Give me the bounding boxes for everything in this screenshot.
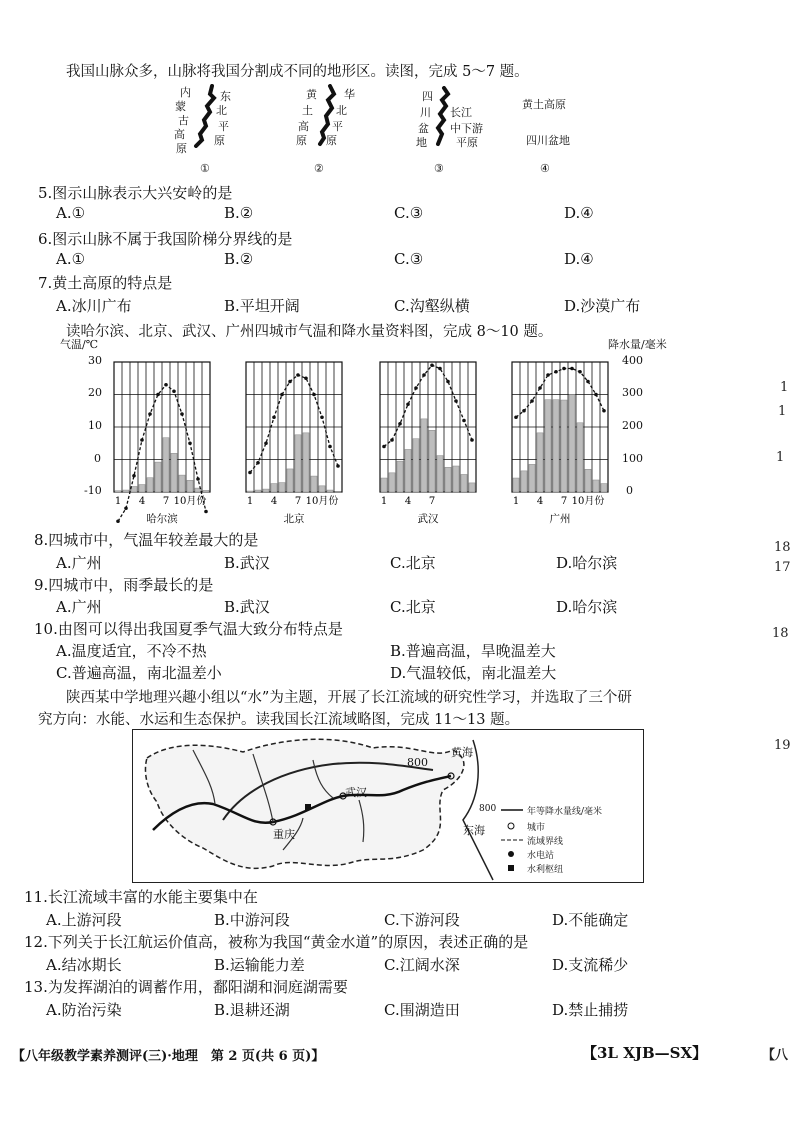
precip-bar	[139, 485, 145, 492]
precip-bar	[115, 491, 121, 492]
precip-bar	[187, 480, 193, 492]
temperature-point	[578, 370, 582, 374]
precip-bar	[203, 490, 209, 492]
q7-option-d[interactable]: D.沙漠广布	[564, 297, 641, 315]
precip-bar	[123, 490, 129, 492]
x-tick-label: 1	[114, 496, 122, 507]
q7-option-c[interactable]: C.沟壑纵横	[394, 297, 470, 315]
precip-bar	[247, 491, 253, 492]
edge-mark: 1	[776, 450, 785, 465]
q9-option-b[interactable]: B.武汉	[224, 598, 270, 616]
intro-5-7: 我国山脉众多，山脉将我国分割成不同的地形区。读图，完成 5～7 题。	[66, 64, 529, 80]
label-tu: 土	[302, 104, 313, 117]
label-meng: 蒙	[175, 100, 186, 113]
temperature-point	[602, 409, 606, 413]
label-dong: 东	[220, 90, 231, 103]
q12-option-b[interactable]: B.运输能力差	[214, 956, 305, 974]
q7-option-a[interactable]: A.冰川广布	[56, 297, 132, 315]
temperature-point	[132, 474, 136, 478]
temperature-point	[514, 415, 518, 419]
q11-option-d[interactable]: D.不能确定	[552, 911, 629, 929]
mountain-4	[520, 82, 610, 178]
q10-option-b[interactable]: B.普遍高温，旱晚温差大	[390, 642, 556, 660]
precip-bar	[319, 486, 325, 492]
precip-bar	[335, 491, 341, 492]
q10-option-c[interactable]: C.普遍高温，南北温差小	[56, 664, 222, 682]
yangtze-basin-map	[132, 729, 644, 883]
label-huangtu: 黄土高原	[522, 98, 566, 111]
precip-bar	[545, 400, 551, 492]
map-label-yellow-sea: 黄海	[451, 746, 473, 759]
precip-bar	[421, 419, 427, 492]
climate-charts-svg	[60, 336, 680, 524]
label-zhongxiayou: 中下游	[450, 122, 483, 135]
edge-mark: 【八	[762, 1048, 789, 1063]
q9-stem: 9.四城市中，雨季最长的是	[34, 576, 214, 594]
precip-bar	[397, 461, 403, 492]
q7-stem: 7.黄土高原的特点是	[38, 274, 173, 292]
temperature-point	[438, 367, 442, 371]
temperature-point	[586, 380, 590, 384]
precip-bar	[163, 438, 169, 492]
temperature-point	[296, 373, 300, 377]
q7-option-b[interactable]: B.平坦开阔	[224, 297, 300, 315]
x-tick-label: 7	[428, 496, 436, 507]
precip-axis-title: 降水量/毫米	[608, 338, 667, 351]
mountain-range-2-icon	[314, 84, 340, 148]
edge-mark: 18	[774, 540, 791, 555]
intro-8-10: 读哈尔滨、北京、武汉、广州四城市气温和降水量资料图，完成 8～10 题。	[66, 324, 553, 340]
q8-option-c[interactable]: C.北京	[390, 554, 436, 572]
precip-bar	[437, 456, 443, 492]
x-tick-label: 7	[294, 496, 302, 507]
precip-bar	[381, 478, 387, 492]
intro-11-13-line2: 究方向：水能、水运和生态保护。读我国长江流域略图，完成 11～13 题。	[38, 712, 520, 728]
precip-bar	[585, 469, 591, 492]
temp-tick: 10	[88, 419, 102, 432]
precip-bar	[155, 462, 161, 492]
precip-bar	[255, 490, 261, 492]
mountain-2	[282, 82, 362, 178]
precip-bar	[413, 439, 419, 492]
label-pingyuan: 平原	[456, 136, 478, 149]
chart-title: 广州	[549, 513, 571, 524]
precip-bar	[521, 471, 527, 492]
legend-800-value: 800	[479, 804, 497, 814]
mountain-range-1-icon	[192, 84, 218, 148]
x-tick-label: 7	[560, 496, 568, 507]
precip-bar	[131, 486, 137, 492]
q10-stem: 10.由图可以得出我国夏季气温大致分布特点是	[34, 620, 343, 638]
q13-stem: 13.为发挥湖泊的调蓄作用，鄱阳湖和洞庭湖需要	[24, 978, 348, 996]
temperature-point	[446, 380, 450, 384]
label-bei: 北	[216, 104, 227, 117]
q13-option-b[interactable]: B.退耕还湖	[214, 1001, 290, 1019]
precip-bar	[311, 476, 317, 492]
temperature-point	[430, 363, 434, 367]
temperature-point	[116, 519, 120, 523]
precip-bar	[303, 433, 309, 492]
label-bei2: 北	[336, 104, 347, 117]
precip-bar	[529, 464, 535, 492]
footer-right: 【3L XJB—SX】	[582, 1044, 708, 1062]
precip-bar	[561, 400, 567, 492]
label-ping: 平	[218, 120, 229, 133]
precip-bar	[263, 489, 269, 492]
temperature-point	[462, 419, 466, 423]
q10-option-d[interactable]: D.气温较低，南北温差大	[390, 664, 557, 682]
temperature-point	[454, 399, 458, 403]
precip-bar	[295, 435, 301, 492]
label-yuan4: 原	[326, 134, 337, 147]
precip-bar	[287, 469, 293, 492]
x-tick-label: 1	[246, 496, 254, 507]
precip-bar	[429, 430, 435, 492]
x-tick-label: 4	[536, 496, 544, 507]
chart-title: 哈尔滨	[146, 513, 178, 524]
intro-11-13-line1: 陕西某中学地理兴趣小组以“水”为主题，开展了长江流域的研究性学习，并选取了三个研	[66, 690, 632, 706]
temp-tick: 20	[88, 386, 102, 399]
map-label-chongqing: 重庆	[273, 828, 295, 841]
precip-tick: 400	[622, 354, 643, 367]
temperature-point	[398, 422, 402, 426]
q6-option-d[interactable]: D.④	[564, 250, 594, 268]
label-yuan3: 原	[296, 134, 307, 147]
temperature-point	[196, 477, 200, 481]
q9-option-d[interactable]: D.哈尔滨	[556, 598, 618, 616]
precip-bar	[279, 483, 285, 492]
temperature-point	[164, 383, 168, 387]
climate-charts	[60, 336, 680, 524]
temperature-point	[256, 461, 260, 465]
legend-basin-boundary: 流域界线	[527, 837, 564, 847]
temperature-point	[562, 367, 566, 371]
precip-tick: 0	[626, 484, 633, 497]
temperature-point	[522, 409, 526, 413]
temperature-point	[320, 415, 324, 419]
x-tick-label: 4	[404, 496, 412, 507]
temp-tick: 0	[94, 452, 101, 465]
temperature-point	[264, 441, 268, 445]
temperature-point	[140, 438, 144, 442]
q11-stem: 11.长江流域丰富的水能主要集中在	[24, 888, 258, 906]
q5-option-d[interactable]: D.④	[564, 204, 594, 222]
q11-option-c[interactable]: C.下游河段	[384, 911, 460, 929]
q6-option-c[interactable]: C.③	[394, 250, 424, 268]
legend-city: 城市	[527, 823, 546, 833]
precip-bar	[593, 480, 599, 492]
precip-bar	[327, 490, 333, 492]
q6-option-a[interactable]: A.①	[56, 250, 86, 268]
temperature-point	[570, 367, 574, 371]
edge-mark: 1	[780, 380, 789, 395]
temp-axis-title: 气温/℃	[60, 338, 99, 351]
num-3: ③	[434, 162, 444, 175]
q12-option-c[interactable]: C.江阔水深	[384, 956, 460, 974]
label-hua: 华	[344, 88, 355, 101]
precip-bar	[179, 475, 185, 492]
x-tick-label: 1	[380, 496, 388, 507]
mountain-range-3-icon	[432, 86, 454, 148]
legend-isoline: 年等降水量线/毫米	[527, 807, 603, 817]
label-gao: 高	[174, 128, 185, 141]
precip-bar	[271, 484, 277, 492]
label-ping2: 平	[332, 120, 343, 133]
label-sichuan: 四川盆地	[526, 134, 570, 147]
x-tick-label: 4	[270, 496, 278, 507]
precip-bar	[577, 423, 583, 492]
x-axis-label: 10月份	[571, 496, 605, 507]
x-tick-label: 4	[138, 496, 146, 507]
temperature-point	[124, 506, 128, 510]
map-label-wuhan: 武汉	[345, 786, 367, 799]
label-yuan: 原	[176, 142, 187, 155]
precip-bar	[469, 483, 475, 492]
q12-option-a[interactable]: A.结冰期长	[46, 956, 122, 974]
chart-title: 武汉	[417, 513, 439, 524]
q8-option-b[interactable]: B.武汉	[224, 554, 270, 572]
edge-mark: 1	[778, 404, 787, 419]
precip-bar	[537, 433, 543, 492]
temperature-point	[470, 438, 474, 442]
temperature-point	[204, 510, 208, 514]
q11-option-b[interactable]: B.中游河段	[214, 911, 290, 929]
mountain-diagrams	[150, 82, 610, 178]
temperature-point	[312, 393, 316, 397]
temperature-point	[172, 389, 176, 393]
temperature-point	[180, 412, 184, 416]
legend-water-project: 水利枢纽	[527, 865, 564, 875]
map-label-800: 800	[407, 756, 428, 769]
edge-mark: 19	[774, 738, 791, 753]
label-gao2: 高	[298, 120, 309, 133]
label-pen: 盆	[418, 122, 429, 135]
temperature-point	[530, 399, 534, 403]
temperature-point	[594, 393, 598, 397]
precip-bar	[601, 484, 607, 492]
temperature-point	[328, 445, 332, 449]
label-yuan2: 原	[214, 134, 225, 147]
temperature-point	[280, 393, 284, 397]
temperature-point	[390, 438, 394, 442]
label-si: 四	[422, 90, 433, 103]
precip-bar	[445, 467, 451, 492]
num-2: ②	[314, 162, 324, 175]
num-1: ①	[200, 162, 210, 175]
q5-option-c[interactable]: C.③	[394, 204, 424, 222]
label-gu: 古	[178, 114, 189, 127]
q9-option-a[interactable]: A.广州	[56, 598, 102, 616]
edge-mark: 18	[772, 626, 789, 641]
q5-option-b[interactable]: B.②	[224, 204, 254, 222]
temperature-point	[422, 373, 426, 377]
x-tick-label: 7	[162, 496, 170, 507]
label-chuan: 川	[420, 106, 431, 119]
legend-hydropower: 水电站	[527, 851, 555, 861]
q8-stem: 8.四城市中，气温年较差最大的是	[34, 531, 259, 549]
temperature-point	[156, 393, 160, 397]
label-huang: 黄	[306, 88, 317, 101]
q8-option-a[interactable]: A.广州	[56, 554, 102, 572]
precip-bar	[147, 478, 153, 492]
x-axis-label: 10月份	[305, 496, 339, 507]
edge-mark: 17	[774, 560, 791, 575]
q11-option-a[interactable]: A.上游河段	[46, 911, 122, 929]
footer-left: 【八年级教学素养测评(三)·地理 第 2 页(共 6 页)】	[12, 1049, 325, 1064]
q12-stem: 12.下列关于长江航运价值高，被称为我国“黄金水道”的原因，表述正确的是	[24, 933, 529, 951]
chart-title: 北京	[283, 513, 305, 524]
x-axis-label: 10月份	[173, 496, 207, 507]
precip-bar	[553, 400, 559, 492]
num-4: ④	[540, 162, 550, 175]
q8-option-d[interactable]: D.哈尔滨	[556, 554, 618, 572]
precip-bar	[405, 449, 411, 492]
precip-bar	[453, 466, 459, 492]
precip-tick: 300	[622, 386, 643, 399]
temperature-point	[304, 376, 308, 380]
q6-stem: 6.图示山脉不属于我国阶梯分界线的是	[38, 230, 293, 248]
temp-tick: -10	[84, 484, 102, 497]
temperature-point	[188, 441, 192, 445]
q12-option-d[interactable]: D.支流稀少	[552, 956, 629, 974]
temperature-point	[288, 380, 292, 384]
q13-option-c[interactable]: C.围湖造田	[384, 1001, 460, 1019]
precip-tick: 100	[622, 452, 643, 465]
precip-bar	[569, 395, 575, 493]
temperature-point	[248, 471, 252, 475]
temperature-point	[406, 402, 410, 406]
mountain-3	[412, 82, 502, 178]
precip-tick: 200	[622, 419, 643, 432]
q13-option-a[interactable]: A.防治污染	[46, 1001, 122, 1019]
precip-bar	[513, 478, 519, 492]
x-tick-label: 1	[512, 496, 520, 507]
temperature-point	[546, 373, 550, 377]
temperature-point	[336, 464, 340, 468]
q5-stem: 5.图示山脉表示大兴安岭的是	[38, 184, 233, 202]
temperature-point	[414, 386, 418, 390]
q13-option-d[interactable]: D.禁止捕捞	[552, 1001, 629, 1019]
temperature-point	[538, 386, 542, 390]
label-di: 地	[416, 136, 427, 149]
temperature-point	[554, 370, 558, 374]
mountain-1	[170, 82, 250, 178]
map-label-east-sea: 东海	[463, 824, 485, 837]
temperature-point	[272, 415, 276, 419]
label-nei: 内	[180, 86, 191, 99]
precip-bar	[461, 474, 467, 492]
label-changjiang: 长江	[450, 106, 472, 119]
precip-bar	[171, 453, 177, 492]
temp-tick: 30	[88, 354, 102, 367]
temperature-point	[148, 412, 152, 416]
q10-option-a[interactable]: A.温度适宜，不冷不热	[56, 642, 207, 660]
q9-option-c[interactable]: C.北京	[390, 598, 436, 616]
precip-bar	[389, 473, 395, 492]
q5-option-a[interactable]: A.①	[56, 204, 86, 222]
temperature-point	[382, 445, 386, 449]
q6-option-b[interactable]: B.②	[224, 250, 254, 268]
